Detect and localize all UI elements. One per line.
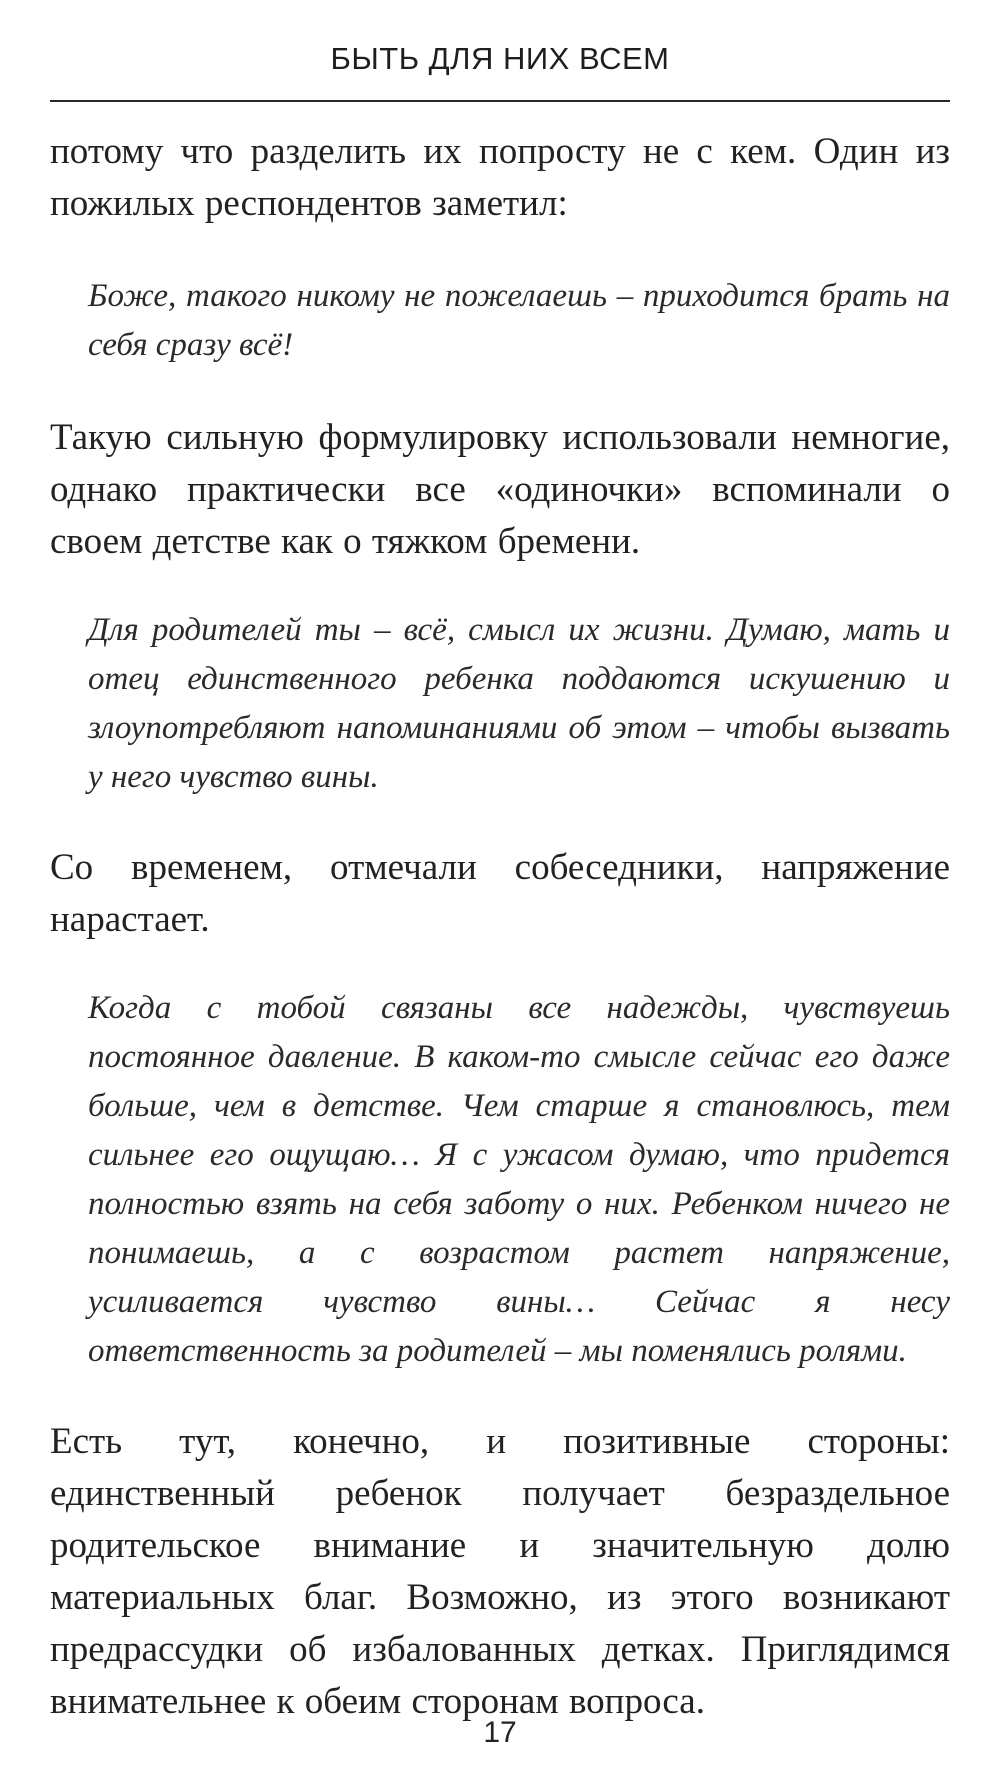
paragraph-1: потому что разделить их попросту не с кем. Один из пожилых респондентов заметил: — [50, 131, 950, 224]
quote-1: Боже, такого никому не пожелаешь – приходится брать на себя сразу всё! — [88, 278, 950, 363]
paragraph-4: Есть тут, конечно, и позитивные стороны: единственный ребенок получает безраздельное родительское внимание и значительную долю материальных благ. Возможно, из этого возникают предрассудки об избалованных детках. Приглядимся внимательнее к обеим сторонам вопроса. — [50, 1421, 950, 1722]
paragraph-3: Со временем, отмечали собеседники, напряжение нарастает. — [50, 847, 950, 940]
quote-2: Для родителей ты – всё, смысл их жизни. Думаю, мать и отец единственного ребенка поддаются искушению и злоупотребляют напоминаниями об этом – чтобы вызвать у него чувство вины. — [88, 612, 950, 795]
header-rule — [50, 100, 950, 102]
book-page — [50, 36, 950, 1766]
quote-3: Когда с тобой связаны все надежды, чувствуешь постоянное давление. В каком-то смысле сейчас его даже больше, чем в детстве. Чем старше я становлюсь, тем сильнее его ощущаю… Я с ужасом думаю, что придется полностью взять на себя заботу о них. Ребенком ничего не понимаешь, а с возрастом растет напряжение, усиливается чувство вины… Сейчас я несу ответственность за родителей – мы поменялись ролями. — [88, 990, 950, 1369]
paragraph-2: Такую сильную формулировку использовали немногие, однако практически все «одиночки» вспоминали о своем детстве как о тяжком бремени. — [50, 417, 950, 562]
page-body — [50, 126, 950, 1728]
page-number: 17 — [483, 1716, 517, 1749]
running-head: БЫТЬ ДЛЯ НИХ ВСЕМ — [330, 41, 670, 76]
